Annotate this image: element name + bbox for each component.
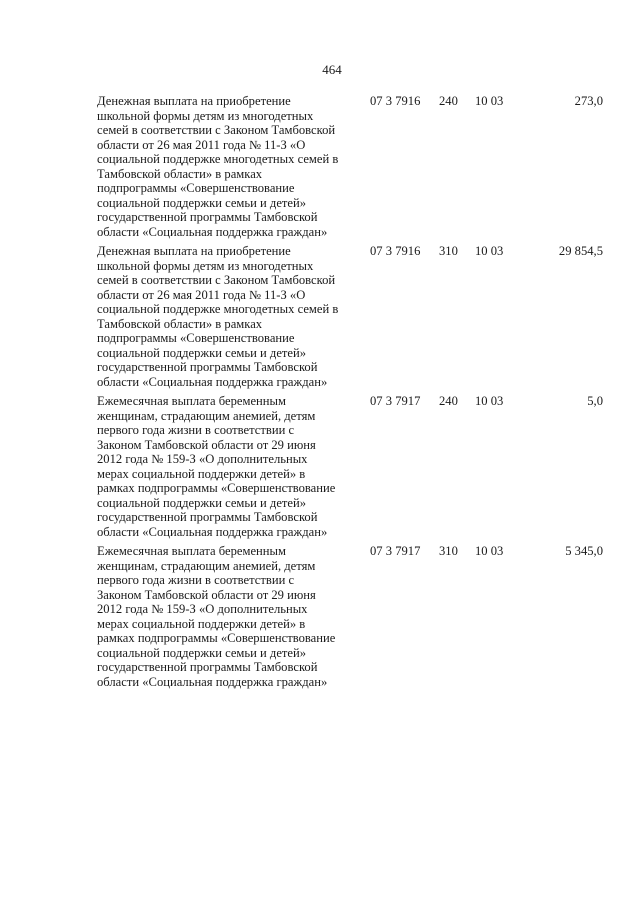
description-line: Денежная выплата на приобретение [97, 94, 291, 108]
description-line: семей в соответствии с Законом Тамбовской [97, 273, 336, 287]
target-article-code: 07 3 7917 [370, 544, 421, 558]
expense-type-code: 240 [439, 394, 458, 408]
description-line: социальной поддержки семьи и детей» [97, 345, 307, 360]
row-description [97, 244, 365, 389]
description-line: подпрограммы «Совершенствование [97, 181, 295, 195]
description-line: школьной формы детям из многодетных [97, 108, 314, 123]
amount-value: 5 345,0 [565, 544, 603, 558]
description-line: государственной программы Тамбовской [97, 660, 318, 674]
description-line: женщинам, страдающим анемией, детям [97, 558, 316, 573]
row-description [97, 94, 365, 239]
description-line: области «Социальная поддержка граждан» [97, 224, 328, 239]
description-line: 2012 года № 159-З «О дополнительных [97, 602, 308, 616]
expense-type-code: 240 [439, 94, 458, 108]
description-line: первого года жизни в соответствии с [97, 423, 295, 437]
section-code: 10 03 [475, 94, 504, 108]
page-number: 464 [322, 62, 342, 77]
description-line: Законом Тамбовской области от 29 июня [97, 437, 316, 452]
description-line: государственной программы Тамбовской [97, 360, 318, 374]
row-description [97, 544, 365, 689]
description-line: социальной поддержке многодетных семей в [97, 152, 339, 166]
description-line: 2012 года № 159-З «О дополнительных [97, 452, 308, 466]
description-line: Тамбовской области» в рамках [97, 166, 263, 181]
amount-value: 29 854,5 [558, 244, 603, 258]
description-line: Ежемесячная выплата беременным [97, 544, 286, 558]
expense-type-code: 310 [439, 544, 458, 558]
expense-type-code: 310 [439, 244, 458, 258]
description-line: Законом Тамбовской области от 29 июня [97, 587, 316, 602]
description-line: государственной программы Тамбовской [97, 510, 318, 524]
description-line: школьной формы детям из многодетных [97, 258, 314, 273]
description-line: социальной поддержки семьи и детей» [97, 495, 307, 510]
description-line: области «Социальная поддержка граждан» [97, 524, 328, 539]
description-line: области «Социальная поддержка граждан» [97, 374, 328, 389]
description-line: области «Социальная поддержка граждан» [97, 674, 328, 689]
description-line: Денежная выплата на приобретение [97, 244, 291, 258]
description-line: социальной поддержки семьи и детей» [97, 195, 307, 210]
target-article-code: 07 3 7917 [370, 394, 421, 408]
amount-value: 5,0 [587, 394, 603, 408]
description-line: рамках подпрограммы «Совершенствование [97, 631, 336, 645]
description-line: подпрограммы «Совершенствование [97, 331, 295, 345]
description-line: области от 26 мая 2011 года № 11-З «О [97, 137, 306, 152]
description-line: рамках подпрограммы «Совершенствование [97, 481, 336, 495]
description-line: мерах социальной поддержки детей» в [97, 616, 306, 631]
target-article-code: 07 3 7916 [370, 244, 421, 258]
description-line: женщинам, страдающим анемией, детям [97, 408, 316, 423]
description-line: семей в соответствии с Законом Тамбовской [97, 123, 336, 137]
description-line: социальной поддержки семьи и детей» [97, 645, 307, 660]
target-article-code: 07 3 7916 [370, 94, 421, 108]
description-line: Ежемесячная выплата беременным [97, 394, 286, 408]
amount-value: 273,0 [574, 94, 603, 108]
section-code: 10 03 [475, 394, 504, 408]
table-row [97, 244, 603, 389]
description-line: мерах социальной поддержки детей» в [97, 466, 306, 481]
table-row [97, 94, 603, 239]
description-line: области от 26 мая 2011 года № 11-З «О [97, 287, 306, 302]
description-line: Тамбовской области» в рамках [97, 316, 263, 331]
description-line: государственной программы Тамбовской [97, 210, 318, 224]
table-row [97, 544, 603, 689]
table-row [97, 394, 603, 539]
description-line: первого года жизни в соответствии с [97, 573, 295, 587]
description-line: социальной поддержке многодетных семей в [97, 302, 339, 316]
section-code: 10 03 [475, 544, 504, 558]
section-code: 10 03 [475, 244, 504, 258]
budget-table [97, 94, 603, 694]
row-description [97, 394, 365, 539]
